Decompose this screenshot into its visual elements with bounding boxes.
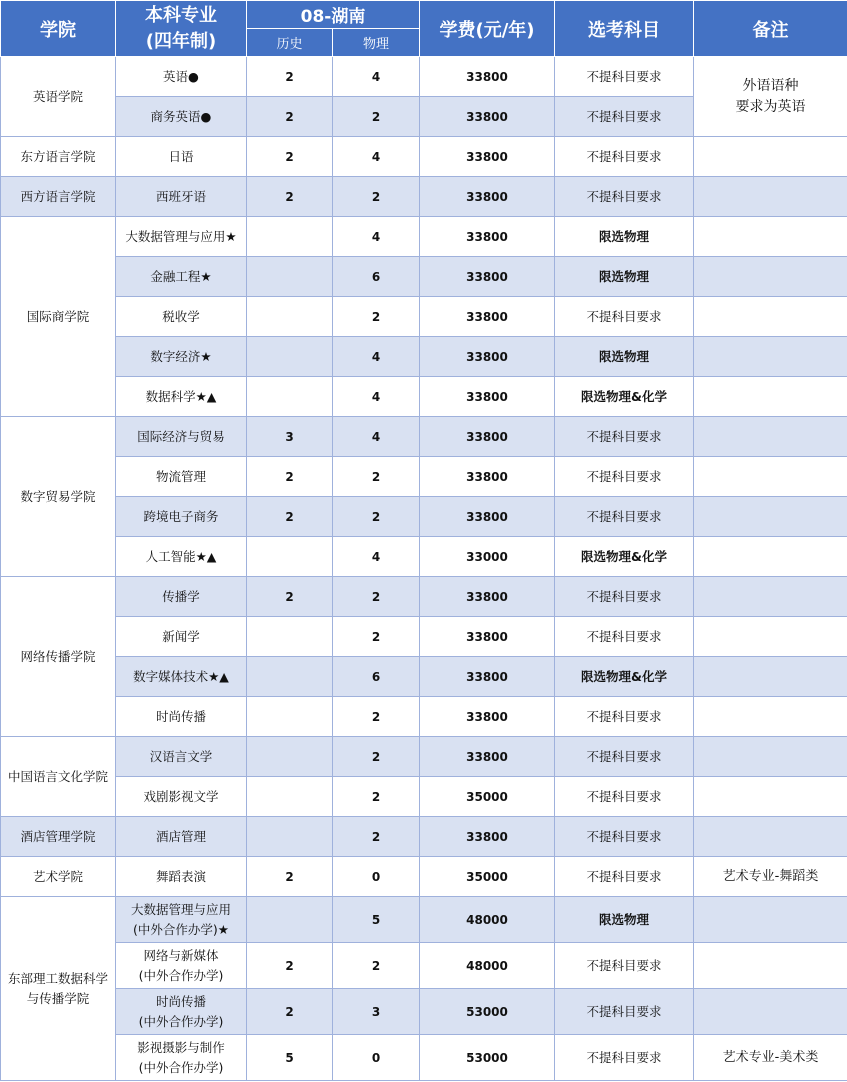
subject-cell: 限选物理&化学 [555,657,694,697]
history-cell: 2 [247,57,333,97]
history-cell [247,537,333,577]
table-row [1,897,847,943]
note-cell [694,337,847,377]
subject-cell: 限选物理 [555,217,694,257]
fee-cell: 33800 [420,217,555,257]
fee-cell: 33800 [420,57,555,97]
college-cell: 国际商学院 [1,217,116,417]
note-cell [694,777,847,817]
header-major-line1: 本科专业 [145,4,217,26]
note-cell [694,537,847,577]
history-cell [247,617,333,657]
table-row [1,257,847,297]
subject-cell: 限选物理 [555,257,694,297]
header-major-line2: (四年制) [145,30,217,52]
physics-cell: 4 [333,417,420,457]
note-cell [694,817,847,857]
fee-cell: 33800 [420,297,555,337]
subject-cell: 不提科目要求 [555,697,694,737]
major-cell: 新闻学 [116,617,247,657]
table-row [1,657,847,697]
table-row [1,177,847,217]
physics-cell: 2 [333,497,420,537]
subject-cell: 限选物理 [555,897,694,943]
note-cell [694,697,847,737]
major-cell: 时尚传播 [116,697,247,737]
major-cell: 西班牙语 [116,177,247,217]
major-cell: 戏剧影视文学 [116,777,247,817]
major-cell: 传播学 [116,577,247,617]
table-row [1,297,847,337]
note-cell: 艺术专业-美术类 [694,1035,847,1081]
note-cell [694,457,847,497]
fee-cell: 35000 [420,777,555,817]
header-subjects: 选考科目 [555,1,694,57]
table-row [1,989,847,1035]
major-cell: 物流管理 [116,457,247,497]
college-cell: 东部理工数据科学 与传播学院 [1,897,116,1081]
physics-cell: 4 [333,537,420,577]
fee-cell: 33800 [420,417,555,457]
history-cell: 5 [247,1035,333,1081]
subject-cell: 不提科目要求 [555,777,694,817]
history-cell [247,657,333,697]
physics-cell: 2 [333,97,420,137]
history-cell [247,777,333,817]
fee-cell: 33800 [420,697,555,737]
physics-cell: 2 [333,617,420,657]
table-row [1,617,847,657]
history-cell: 2 [247,137,333,177]
physics-cell: 5 [333,897,420,943]
college-cell: 网络传播学院 [1,577,116,737]
major-cell: 金融工程★ [116,257,247,297]
physics-cell: 2 [333,577,420,617]
table-row [1,57,847,97]
major-cell: 英语● [116,57,247,97]
major-cell: 跨境电子商务 [116,497,247,537]
history-cell: 2 [247,989,333,1035]
subject-cell: 限选物理&化学 [555,537,694,577]
fee-cell: 48000 [420,943,555,989]
subject-cell: 不提科目要求 [555,297,694,337]
header-history: 历史 [247,29,333,57]
physics-cell: 4 [333,337,420,377]
history-cell [247,337,333,377]
physics-cell: 4 [333,217,420,257]
history-cell: 2 [247,497,333,537]
note-cell [694,377,847,417]
table-row [1,737,847,777]
history-cell [247,897,333,943]
history-cell: 2 [247,177,333,217]
major-cell: 大数据管理与应用 (中外合作办学)★ [116,897,247,943]
table-row [1,777,847,817]
physics-cell: 0 [333,857,420,897]
physics-cell: 2 [333,737,420,777]
fee-cell: 33800 [420,377,555,417]
physics-cell: 4 [333,137,420,177]
fee-cell: 33800 [420,137,555,177]
college-cell: 酒店管理学院 [1,817,116,857]
physics-cell: 2 [333,943,420,989]
fee-cell: 33800 [420,337,555,377]
subject-cell: 不提科目要求 [555,97,694,137]
subject-cell: 不提科目要求 [555,1035,694,1081]
note-cell [694,297,847,337]
fee-cell: 33800 [420,817,555,857]
subject-cell: 不提科目要求 [555,737,694,777]
subject-cell: 不提科目要求 [555,989,694,1035]
table-row [1,577,847,617]
college-cell: 西方语言学院 [1,177,116,217]
major-cell: 人工智能★▲ [116,537,247,577]
subject-cell: 不提科目要求 [555,57,694,97]
subject-cell: 不提科目要求 [555,457,694,497]
header-college: 学院 [1,1,116,57]
fee-cell: 33800 [420,497,555,537]
major-cell: 大数据管理与应用★ [116,217,247,257]
fee-cell: 33800 [420,457,555,497]
subject-cell: 限选物理&化学 [555,377,694,417]
history-cell [247,217,333,257]
header-physics: 物理 [333,29,420,57]
note-cell [694,657,847,697]
physics-cell: 6 [333,257,420,297]
major-cell: 国际经济与贸易 [116,417,247,457]
fee-cell: 33800 [420,97,555,137]
history-cell [247,257,333,297]
history-cell [247,297,333,337]
physics-cell: 2 [333,817,420,857]
note-cell [694,577,847,617]
physics-cell: 4 [333,377,420,417]
table-row [1,817,847,857]
physics-cell: 2 [333,777,420,817]
subject-cell: 不提科目要求 [555,943,694,989]
note-cell [694,989,847,1035]
fee-cell: 53000 [420,989,555,1035]
table-row [1,137,847,177]
fee-cell: 33800 [420,737,555,777]
subject-cell: 限选物理 [555,337,694,377]
physics-cell: 3 [333,989,420,1035]
subject-cell: 不提科目要求 [555,177,694,217]
fee-cell: 33800 [420,257,555,297]
subject-cell: 不提科目要求 [555,137,694,177]
college-cell: 中国语言文化学院 [1,737,116,817]
fee-cell: 53000 [420,1035,555,1081]
major-cell: 日语 [116,137,247,177]
major-cell: 影视摄影与制作 (中外合作办学) [116,1035,247,1081]
history-cell: 2 [247,97,333,137]
fee-cell: 33800 [420,617,555,657]
subject-cell: 不提科目要求 [555,857,694,897]
table-row [1,457,847,497]
major-cell: 商务英语● [116,97,247,137]
college-cell: 东方语言学院 [1,137,116,177]
header-fee: 学费(元/年) [420,1,555,57]
history-cell [247,737,333,777]
note-cell: 艺术专业-舞蹈类 [694,857,847,897]
note-cell [694,177,847,217]
table-row [1,857,847,897]
table-row [1,377,847,417]
physics-cell: 2 [333,177,420,217]
subject-cell: 不提科目要求 [555,617,694,657]
table-row [1,217,847,257]
major-cell: 网络与新媒体 (中外合作办学) [116,943,247,989]
subject-cell: 不提科目要求 [555,817,694,857]
college-cell: 艺术学院 [1,857,116,897]
fee-cell: 33000 [420,537,555,577]
history-cell [247,697,333,737]
subject-cell: 不提科目要求 [555,577,694,617]
note-cell [694,217,847,257]
table-row [1,697,847,737]
note-cell [694,137,847,177]
fee-cell: 35000 [420,857,555,897]
note-cell [694,497,847,537]
table-row [1,1035,847,1081]
major-cell: 数字经济★ [116,337,247,377]
subject-cell: 不提科目要求 [555,497,694,537]
physics-cell: 2 [333,297,420,337]
physics-cell: 2 [333,457,420,497]
major-cell: 数字媒体技术★▲ [116,657,247,697]
major-cell: 数据科学★▲ [116,377,247,417]
major-cell: 税收学 [116,297,247,337]
table-row [1,943,847,989]
table-row [1,497,847,537]
note-cell [694,257,847,297]
fee-cell: 48000 [420,897,555,943]
table-row [1,417,847,457]
fee-cell: 33800 [420,657,555,697]
physics-cell: 4 [333,57,420,97]
table-row [1,537,847,577]
note-cell [694,897,847,943]
note-cell [694,943,847,989]
major-cell: 时尚传播 (中外合作办学) [116,989,247,1035]
fee-cell: 33800 [420,577,555,617]
note-cell [694,737,847,777]
header-notes: 备注 [694,1,847,57]
note-cell [694,417,847,457]
history-cell: 3 [247,417,333,457]
history-cell: 2 [247,577,333,617]
header-major [116,1,247,57]
physics-cell: 6 [333,657,420,697]
table-row [1,337,847,377]
history-cell: 2 [247,457,333,497]
college-cell: 英语学院 [1,57,116,137]
history-cell [247,377,333,417]
history-cell: 2 [247,857,333,897]
note-cell [694,617,847,657]
major-cell: 酒店管理 [116,817,247,857]
major-cell: 汉语言文学 [116,737,247,777]
physics-cell: 0 [333,1035,420,1081]
subject-cell: 不提科目要求 [555,417,694,457]
note-cell: 外语语种 要求为英语 [694,57,847,137]
fee-cell: 33800 [420,177,555,217]
major-cell: 舞蹈表演 [116,857,247,897]
college-cell: 数字贸易学院 [1,417,116,577]
header-region: 08-湖南 [247,1,420,29]
history-cell [247,817,333,857]
physics-cell: 2 [333,697,420,737]
history-cell: 2 [247,943,333,989]
